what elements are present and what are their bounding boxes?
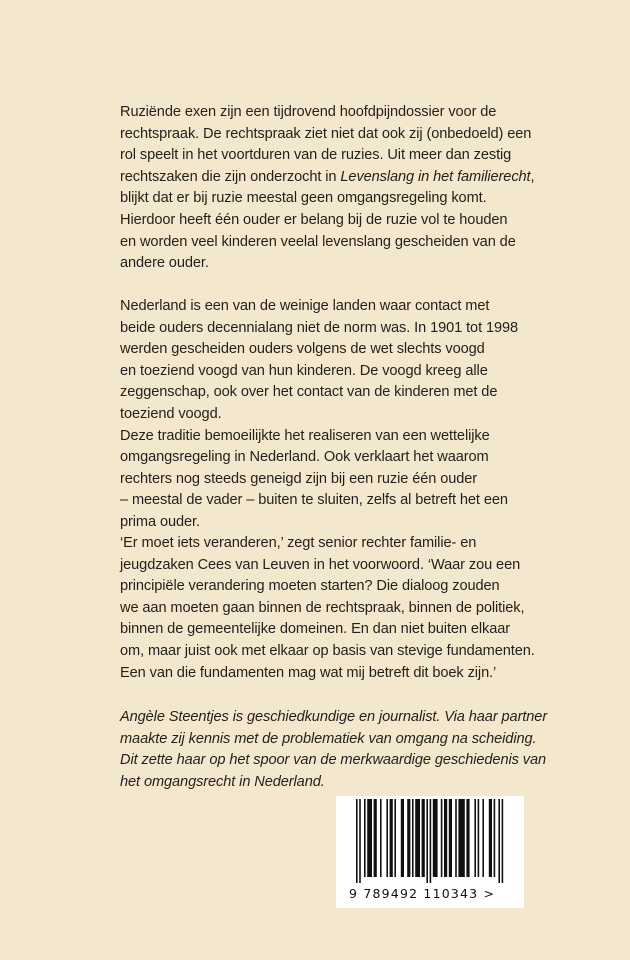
barcode-bar — [356, 799, 358, 883]
barcode-bar — [426, 799, 428, 883]
barcode-bar — [441, 799, 443, 877]
barcode-bar — [489, 799, 492, 877]
isbn-barcode — [336, 796, 524, 908]
text-line: jeugdzaken Cees van Leuven in het voorwoord. ‘Waar zou een — [120, 556, 521, 573]
text-line: Nederland is een van de weinige landen waar contact met — [120, 298, 490, 314]
barcode-bar — [412, 799, 414, 877]
isbn-number: 9 789492 110343 > — [349, 886, 496, 901]
barcode-bar — [367, 799, 372, 877]
text-line: omgangsregeling in Nederland. Ook verklaart het waarom — [120, 449, 489, 466]
barcode-bar — [433, 799, 438, 877]
text-line: binnen de gemeentelijke domeinen. En dan niet buiten elkaar — [120, 621, 511, 638]
text-line: blijkt dat er bij ruzie meestal geen omgangsregeling komt. — [120, 190, 487, 207]
text-fragment: , — [530, 168, 535, 185]
barcode-bar — [474, 799, 476, 877]
barcode-bar — [394, 799, 396, 877]
text-line: toeziend voogd. — [120, 405, 222, 422]
barcode-bar — [502, 799, 504, 883]
text-line-with-title — [120, 167, 535, 189]
barcode-bar — [482, 799, 484, 877]
barcode-bar — [478, 799, 480, 877]
text-line: ‘Er moet iets veranderen,’ zegt senior rechter familie- en — [120, 535, 477, 551]
text-line: zeggenschap, ook over het contact van de kinderen met de — [120, 384, 498, 401]
blurb-paragraph-3-quote — [120, 533, 535, 684]
barcode-bar — [380, 799, 382, 877]
text-line: Hierdoor heeft één ouder er belang bij de ruzie vol te houden — [120, 211, 508, 228]
text-line: maakte zij kennis met de problematiek van omgang na scheiding. — [120, 730, 537, 747]
text-line: rol speelt in het voortduren van de ruzies. Uit meer dan zestig — [120, 147, 512, 164]
barcode-bars — [356, 799, 508, 883]
text-line: Een van die fundamenten mag wat mij betreft dit boek zijn.’ — [120, 664, 497, 681]
barcode-bar — [415, 799, 420, 877]
text-line: en worden veel kinderen veelal levenslang gescheiden van de — [120, 233, 516, 250]
text-line: – meestal de vader – buiten te sluiten, zelfs al betreft het een — [120, 492, 508, 509]
barcode-bar — [455, 799, 457, 877]
text-line: andere ouder. — [120, 255, 209, 272]
barcode-bar — [444, 799, 447, 877]
text-line: Ruziënde exen zijn een tijdrovend hoofdpijndossier voor de — [120, 104, 497, 120]
text-line: het omgangsrecht in Nederland. — [120, 773, 325, 790]
barcode-bar — [494, 799, 496, 877]
book-title-italic: Levenslang in het familierecht — [340, 168, 531, 185]
text-line: Dit zette haar op het spoor van de merkwaardige geschiedenis van — [120, 752, 546, 769]
text-line: we aan moeten gaan binnen de rechtspraak, binnen de politiek, — [120, 599, 525, 616]
barcode-bar — [374, 799, 377, 877]
text-line: Deze traditie bemoeilijkte het realiseren van een wettelijke — [120, 427, 490, 444]
text-line: principiële verandering moeten starten? Die dialoog zouden — [120, 578, 500, 595]
barcode-bar — [390, 799, 393, 877]
author-bio — [120, 707, 548, 793]
barcode-bar — [422, 799, 425, 877]
blurb-paragraph-1 — [120, 102, 535, 275]
barcode-bar — [407, 799, 410, 877]
barcode-bar — [498, 799, 500, 883]
text-line: werden gescheiden ouders volgens de wet slechts voogd — [120, 341, 485, 358]
barcode-bar — [458, 799, 464, 877]
text-fragment: rechtszaken die zijn onderzocht in — [120, 168, 341, 185]
barcode-bar — [364, 799, 366, 877]
barcode-bar — [466, 799, 469, 877]
text-line: rechtspraak. De rechtspraak ziet niet dat ook zij (onbedoeld) een — [120, 125, 532, 142]
text-line: om, maar juist ook met elkaar op basis van stevige fundamenten. — [120, 642, 535, 659]
barcode-bar — [401, 799, 404, 877]
text-line: beide ouders decennialang niet de norm was. In 1901 tot 1998 — [120, 319, 519, 336]
text-line: Angèle Steentjes is geschiedkundige en journalist. Via haar partner — [120, 709, 548, 725]
barcode-bar — [449, 799, 452, 877]
barcode-bar — [386, 799, 388, 877]
text-line: prima ouder. — [120, 513, 200, 530]
blurb-paragraph-2 — [120, 296, 520, 534]
text-line: rechters nog steeds geneigd zijn bij een ruzie één ouder — [120, 470, 478, 487]
barcode-bar — [359, 799, 361, 883]
text-line: en toeziend voogd van hun kinderen. De voogd kreeg alle — [120, 362, 488, 379]
barcode-bar — [430, 799, 432, 883]
